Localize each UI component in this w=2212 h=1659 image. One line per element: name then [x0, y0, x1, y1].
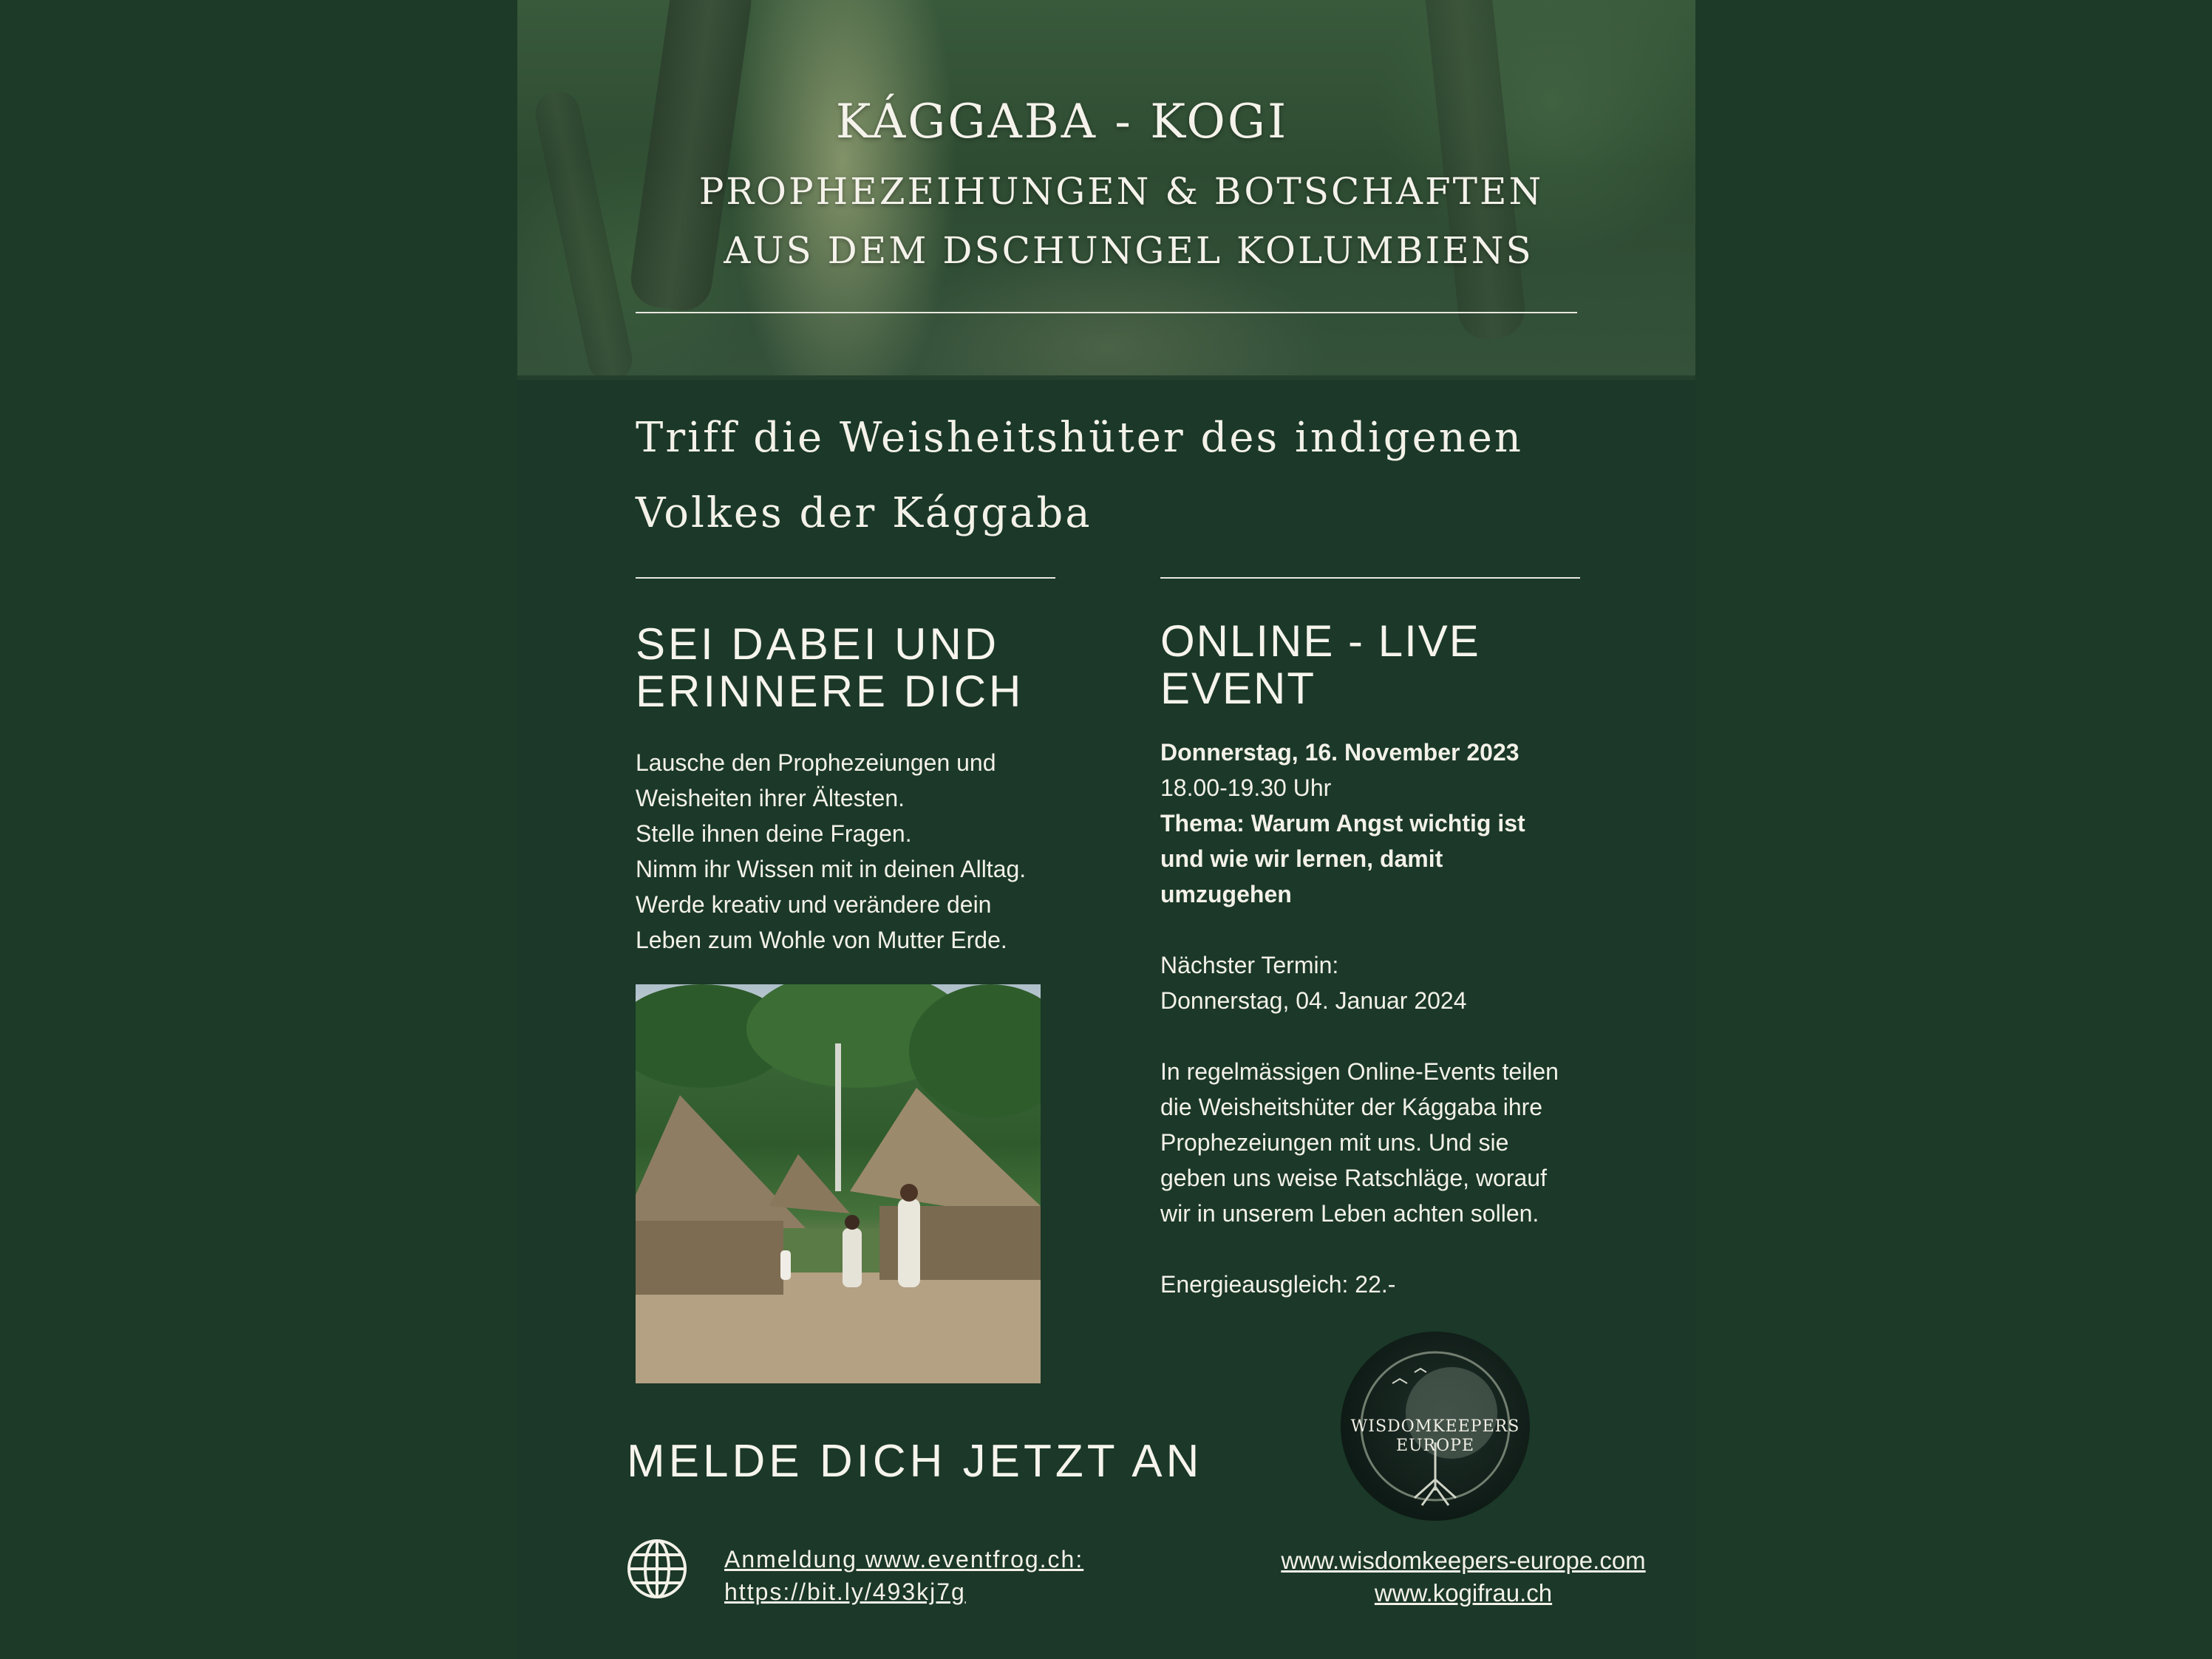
registration-link-line1[interactable]: Anmeldung www.eventfrog.ch: — [724, 1546, 1084, 1573]
intro-line2: Volkes der Kággaba — [636, 489, 1092, 537]
right-heading-line2: EVENT — [1160, 664, 1316, 713]
intro-line1: Triff die Weisheitshüter des indigenen — [636, 414, 1523, 462]
hero-subtitle-line2: AUS DEM DSCHUNGEL KOLUMBIENS — [724, 229, 1534, 272]
logo-text-line1: WISDOMKEEPERS — [1350, 1417, 1520, 1436]
right-divider — [1160, 577, 1580, 579]
hero-title: KÁGGABA - KOGI — [835, 95, 1289, 149]
left-heading-line1: SEI DABEI UND — [636, 619, 1000, 669]
description-line: geben uns weise Ratschläge, worauf — [1160, 1165, 1547, 1191]
event-topic-line: und wie wir lernen, damit — [1160, 845, 1443, 872]
event-topic-line: umzugehen — [1160, 881, 1292, 907]
registration-link-line2[interactable]: https://bit.ly/493kj7g — [724, 1578, 966, 1605]
description-line: In regelmässigen Online-Events teilen — [1160, 1058, 1559, 1085]
logo-text-line2: EUROPE — [1395, 1437, 1475, 1455]
price: Energieausgleich: 22.- — [1160, 1271, 1396, 1298]
hero-banner — [517, 0, 1695, 380]
description-line: wir in unserem Leben achten sollen. — [1160, 1200, 1539, 1227]
village-huts-photo — [636, 984, 1041, 1383]
paragraph-line: Nimm ihr Wissen mit in deinen Alltag. — [636, 856, 1027, 882]
event-topic-line: Thema: Warum Angst wichtig ist — [1160, 810, 1525, 837]
paragraph-line: Leben zum Wohle von Mutter Erde. — [636, 927, 1007, 953]
globe-icon — [627, 1539, 687, 1599]
right-heading-line1: ONLINE - LIVE — [1160, 616, 1480, 666]
next-date-label: Nächster Termin: — [1160, 952, 1339, 978]
left-heading-line2: ERINNERE DICH — [636, 667, 1024, 716]
hero-divider — [636, 312, 1577, 313]
left-paragraph — [636, 745, 1026, 958]
footer-links — [1256, 1544, 1670, 1609]
left-heading — [636, 621, 1024, 715]
signup-heading: MELDE DICH JETZT AN — [627, 1436, 1203, 1487]
paragraph-line: Werde kreativ und verändere dein — [636, 891, 992, 918]
description-line: Prophezeiungen mit uns. Und sie — [1160, 1129, 1509, 1156]
event-details — [1160, 735, 1559, 1302]
event-date: Donnerstag, 16. November 2023 — [1160, 739, 1520, 766]
paragraph-line: Lausche den Prophezeiungen und — [636, 749, 996, 776]
flyer — [517, 0, 1695, 1659]
paragraph-line: Weisheiten ihrer Ältesten. — [636, 785, 905, 811]
description-line: die Weisheitshüter der Kággaba ihre — [1160, 1094, 1543, 1120]
paragraph-line: Stelle ihnen deine Fragen. — [636, 820, 912, 847]
right-heading — [1160, 618, 1480, 712]
village-scene-illustration — [636, 984, 1041, 1383]
wisdomkeepers-logo — [1341, 1332, 1530, 1521]
hero-subtitle-line1: PROPHEZEIHUNGEN & BOTSCHAFTEN — [698, 170, 1544, 213]
next-date: Donnerstag, 04. Januar 2024 — [1160, 987, 1467, 1014]
left-divider — [636, 577, 1055, 579]
globe-icon-graphic — [627, 1539, 687, 1599]
event-time: 18.00-19.30 Uhr — [1160, 774, 1332, 801]
registration-link[interactable] — [724, 1543, 1083, 1608]
kogifrau-url-link[interactable]: www.kogifrau.ch — [1374, 1579, 1553, 1607]
wisdomkeepers-url-link[interactable]: www.wisdomkeepers-europe.com — [1281, 1547, 1646, 1574]
